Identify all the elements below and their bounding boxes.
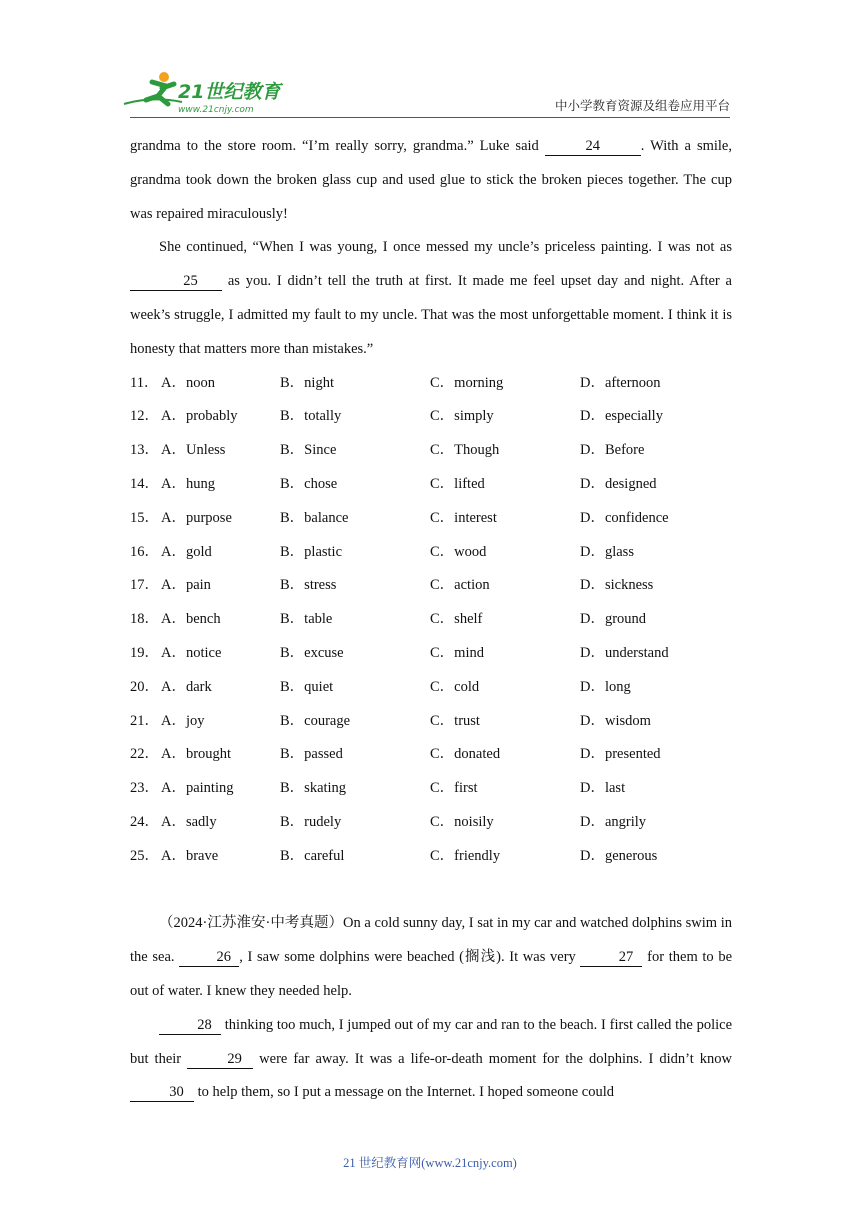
option-b: B．chose: [280, 475, 338, 492]
blank-26: 26: [179, 948, 239, 967]
option-b: B．balance: [280, 509, 349, 526]
option-c: C．donated: [430, 746, 501, 763]
option-row: [130, 603, 732, 637]
option-c: C．action: [430, 577, 490, 594]
passage1-paragraph2: She continued, “When I was young, I once messed my uncle’s priceless painting. I was not as 25 as you. I didn’t tell the truth at first. It made me feel upset day and night. After a week’s struggle, I admitted my fault to my uncle. That was the most unforgettable moment. I think it is honesty that matters more than mistakes.”: [130, 239, 732, 357]
option-d: D．ground: [580, 611, 647, 628]
option-row: [130, 840, 732, 874]
option-b: B．Since: [280, 442, 337, 459]
option-a: A．brought: [161, 746, 232, 763]
question-number: 22．: [130, 746, 159, 763]
page-header: [0, 0, 860, 130]
platform-name: 中小学教育资源及组卷应用平台: [554, 98, 730, 113]
blank-29: 29: [187, 1050, 253, 1069]
option-a: A．brave: [161, 847, 219, 864]
option-d: D．Before: [580, 442, 645, 459]
option-c: C．cold: [430, 678, 480, 695]
option-d: D．glass: [580, 543, 634, 560]
option-c: C．morning: [430, 374, 504, 391]
option-d: D．angrily: [580, 813, 647, 830]
question-number: 25．: [130, 847, 159, 864]
answer-options: [130, 367, 732, 874]
21cnjy-logo: [122, 68, 292, 116]
question-number: 13．: [130, 442, 159, 459]
document-body: [130, 130, 732, 1110]
option-c: C．simply: [430, 408, 494, 425]
option-b: B．rudely: [280, 813, 342, 830]
option-a: A．noon: [161, 374, 215, 391]
option-d: D．long: [580, 678, 631, 695]
option-d: D．last: [580, 780, 626, 797]
logo-text: 21世纪教育: [178, 81, 281, 103]
option-c: C．shelf: [430, 611, 483, 628]
option-b: B．skating: [280, 780, 347, 797]
option-c: C．first: [430, 780, 478, 797]
option-b: B．stress: [280, 577, 337, 594]
option-c: C．interest: [430, 509, 497, 526]
question-number: 14．: [130, 475, 159, 492]
option-row: [130, 502, 732, 536]
option-d: D．sickness: [580, 577, 654, 594]
option-a: A．pain: [161, 577, 211, 594]
option-row: [130, 806, 732, 840]
option-a: A．hung: [161, 475, 215, 492]
option-b: B．quiet: [280, 678, 334, 695]
option-b: B．night: [280, 374, 334, 391]
question-number: 18．: [130, 611, 159, 628]
question-number: 16．: [130, 543, 159, 560]
header-divider: [130, 117, 730, 118]
logo-url: www.21cnjy.com: [178, 105, 254, 115]
option-row: [130, 738, 732, 772]
option-b: B．passed: [280, 746, 343, 763]
option-a: A．joy: [161, 712, 205, 729]
option-d: D．generous: [580, 847, 658, 864]
option-a: A．painting: [161, 780, 234, 797]
question-number: 24．: [130, 813, 159, 830]
option-b: B．totally: [280, 408, 342, 425]
blank-24: 24: [545, 137, 641, 156]
option-d: D．wisdom: [580, 712, 651, 729]
option-c: C．wood: [430, 543, 487, 560]
option-row: [130, 637, 732, 671]
option-d: D．designed: [580, 475, 657, 492]
option-c: C．Though: [430, 442, 500, 459]
option-a: A．sadly: [161, 813, 217, 830]
option-d: D．presented: [580, 746, 661, 763]
option-row: [130, 671, 732, 705]
passage2-paragraph1: （2024·江苏淮安·中考真题）On a cold sunny day, I sat in my car and watched dolphins swim in the sea. 26 , I saw some dolphins were beached (搁浅). It was very 27 for them to be out of water. I knew they needed help.: [130, 915, 733, 999]
option-row: [130, 772, 732, 806]
option-a: A．purpose: [161, 509, 232, 526]
passage2-paragraph2: 28 thinking too much, I jumped out of my car and ran to the beach. I first called the police but their 29 were far away. It was a life-or-death moment for the dolphins. I didn’t know 30 to help them, so I put a message on the Internet. I hoped someone could: [130, 1016, 733, 1101]
passage1-paragraph1: grandma to the store room. “I’m really sorry, grandma.” Luke said 24 . With a smile, grandma took down the broken glass cup and used glue to stick the broken pieces together. The cup was repaired miraculously!: [130, 138, 732, 222]
question-number: 21．: [130, 712, 159, 729]
option-c: C．lifted: [430, 475, 485, 492]
blank-27: 27: [580, 948, 642, 967]
option-c: C．mind: [430, 644, 484, 661]
option-row: [130, 705, 732, 739]
option-b: B．table: [280, 611, 333, 628]
option-b: B．careful: [280, 847, 345, 864]
option-b: B．plastic: [280, 543, 343, 560]
option-row: [130, 400, 732, 434]
option-d: D．especially: [580, 408, 663, 425]
question-number: 20．: [130, 678, 159, 695]
option-d: D．understand: [580, 644, 669, 661]
option-a: A．notice: [161, 644, 222, 661]
option-c: C．trust: [430, 712, 480, 729]
option-a: A．dark: [161, 678, 212, 695]
blank-30: 30: [130, 1083, 194, 1102]
option-b: B．courage: [280, 712, 351, 729]
option-row: [130, 468, 732, 502]
option-row: [130, 367, 732, 401]
option-row: [130, 569, 732, 603]
blank-25: 25: [130, 272, 222, 291]
option-a: A．bench: [161, 611, 221, 628]
question-number: 12．: [130, 408, 159, 425]
option-row: [130, 536, 732, 570]
option-c: C．friendly: [430, 847, 501, 864]
option-d: D．confidence: [580, 509, 669, 526]
question-number: 19．: [130, 644, 159, 661]
option-row: [130, 434, 732, 468]
blank-28: 28: [159, 1016, 221, 1035]
option-b: B．excuse: [280, 644, 344, 661]
option-a: A．Unless: [161, 442, 226, 459]
question-number: 17．: [130, 577, 159, 594]
option-c: C．noisily: [430, 813, 494, 830]
page-footer: 21 世纪教育网(www.21cnjy.com): [343, 1156, 517, 1170]
question-number: 23．: [130, 780, 159, 797]
question-number: 15．: [130, 509, 159, 526]
option-a: A．probably: [161, 408, 238, 425]
option-a: A．gold: [161, 543, 212, 560]
question-number: 11．: [130, 374, 159, 391]
option-d: D．afternoon: [580, 374, 661, 391]
